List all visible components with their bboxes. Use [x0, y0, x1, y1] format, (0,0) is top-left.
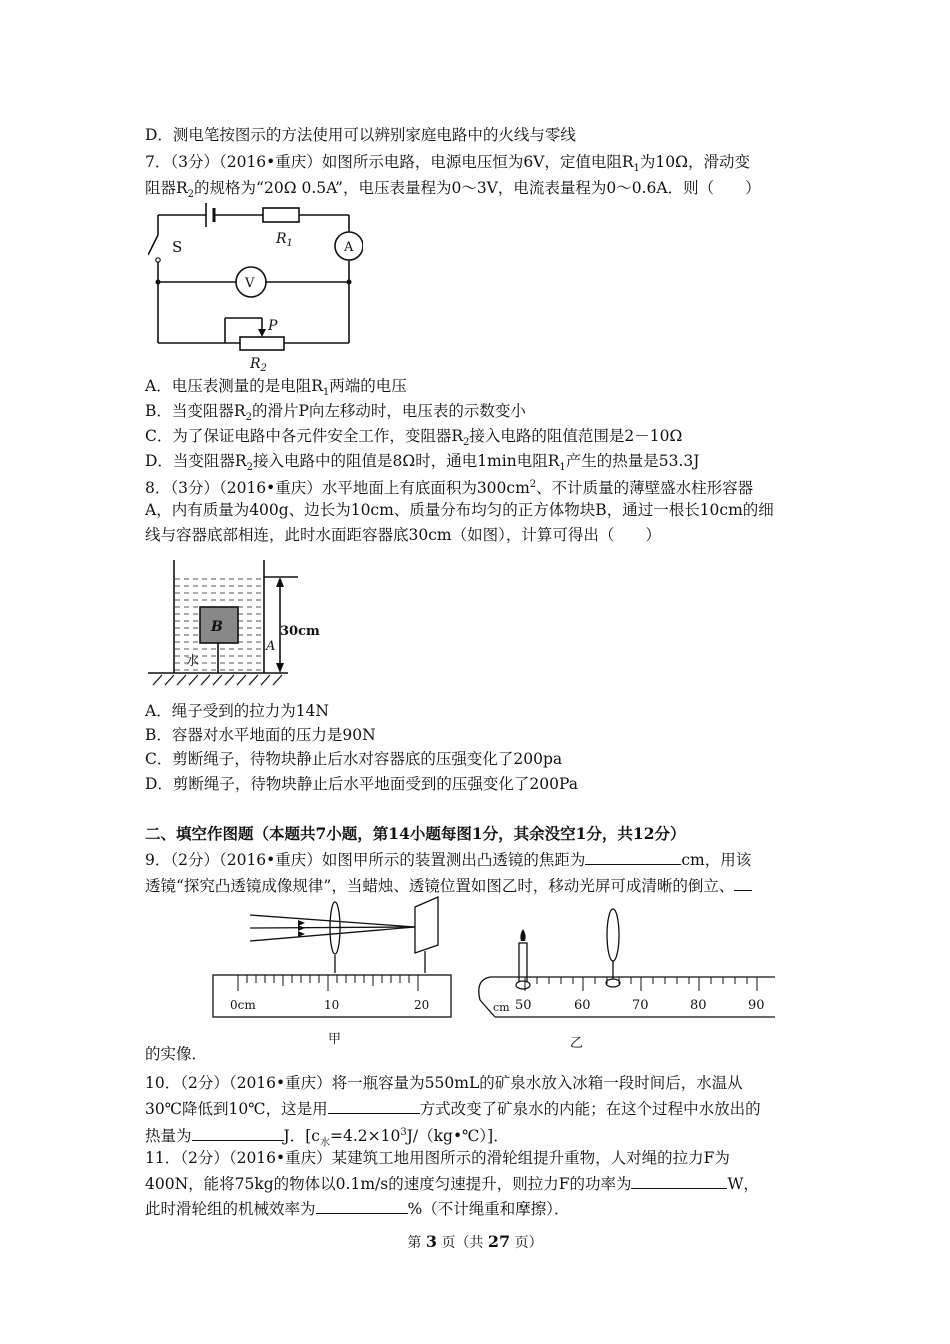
yi-tick-50: 50 — [515, 998, 532, 1013]
r2-label: $R_2$ — [250, 356, 267, 374]
q8-stem-line2: A，内有质量为400g、边长为10cm、质量分布均匀的正方体物块B，通过一根长10cm的细 — [145, 501, 774, 519]
q8-option-d: D．剪断绳子，待物块静止后水平地面受到的压强变化了200Pa — [145, 775, 578, 793]
page-number: 3 — [425, 1232, 437, 1251]
q9-stem-line1: 9．（2分）（2016•重庆）如图甲所示的装置测出凸透镜的焦距为 cm，用该 — [145, 848, 751, 871]
section-2-heading: 二、填空作图题（本题共7小题，第14小题每图1分，其余没空1分，共12分） — [145, 824, 686, 843]
switch-label: S — [172, 238, 183, 256]
q8-container-diagram — [148, 555, 328, 695]
q11-stem-line2: 400N，能将75kg的物体以0.1m/s的速度匀速提升，则拉力F的功率为 W， — [145, 1172, 759, 1195]
q7-option-a: A．电压表测量的是电阻$R_1$两端的电压 — [145, 377, 407, 399]
q7-option-b: B．当变阻器$R_2$的滑片P向左移动时，电压表的示数变小 — [145, 402, 526, 424]
q7-circuit-diagram — [148, 200, 363, 375]
jia-tick-20: 20 — [414, 998, 430, 1012]
q7-option-c: C．为了保证电路中各元件安全工作，变阻器$R_2$接入电路的阻值范围是2－10Ω — [145, 427, 683, 449]
q6-option-d: D．测电笔按图示的方法使用可以辨别家庭电路中的火线与零线 — [145, 126, 576, 144]
yi-label: 乙 — [570, 1036, 584, 1051]
q9-blank-focal[interactable] — [585, 848, 681, 865]
yi-tick-90: 90 — [748, 998, 765, 1013]
q11-stem-line3: 此时滑轮组的机械效率为 %（不计绳重和摩擦）． — [145, 1197, 570, 1220]
yi-tick-60: 60 — [574, 998, 591, 1013]
q11-blank-power[interactable] — [631, 1172, 727, 1189]
container-label: A — [266, 639, 276, 654]
voltmeter-label: V — [245, 276, 255, 291]
page-total: 27 — [487, 1232, 511, 1251]
q8-option-a: A．绳子受到的拉力为14N — [145, 702, 329, 720]
q9-figure-jia — [210, 895, 455, 1050]
q10-stem-line3: 热量为 J．$[c_水=4.2\times 10^3J/(kg•℃)]$． — [145, 1122, 509, 1154]
ammeter-label: A — [344, 240, 354, 255]
q8-stem-line1: 8．（3分）（2016•重庆）水平地面上有底面积为$300cm^2$、不计质量的薄壁盛水柱形容器 — [145, 479, 754, 498]
page-footer: 第 3 页（共 27 页） — [407, 1232, 543, 1251]
yi-tick-80: 80 — [690, 998, 707, 1013]
q9-blank-image[interactable] — [734, 874, 752, 891]
q11-blank-efficiency[interactable] — [316, 1197, 408, 1214]
q9-stem-line3: 的实像． — [145, 1045, 208, 1063]
q8-stem-line3: 线与容器底部相连，此时水面距容器底30cm（如图），计算可得出（ ） — [145, 526, 661, 544]
jia-tick-10: 10 — [324, 998, 340, 1012]
q9-stem-line2: 透镜“探究凸透镜成像规律”，当蜡烛、透镜位置如图乙时，移动光屏可成清晰的倒立、 — [145, 874, 752, 897]
yi-tick-cm: cm — [493, 1001, 510, 1014]
q10-blank-method[interactable] — [328, 1097, 420, 1114]
jia-label: 甲 — [328, 1032, 342, 1047]
q10-stem-line1: 10．（2分）（2016•重庆）将一瓶容量为550mL的矿泉水放入冰箱一段时间后，水温从 — [145, 1074, 743, 1092]
q7-stem-line1: 7．（3分）（2016•重庆）如图所示电路，电源电压恒为6V，定值电阻$R_1$为10Ω，滑动变 — [145, 153, 750, 175]
q8-option-b: B．容器对水平地面的压力是90N — [145, 726, 376, 744]
block-label: B — [211, 619, 223, 635]
height-label: 30cm — [280, 624, 320, 639]
q10-stem-line2: 30℃降低到10℃，这是用 方式改变了矿泉水的内能；在这个过程中水放出的 — [145, 1097, 761, 1120]
r1-label: $R_1$ — [276, 231, 293, 249]
q11-stem-line1: 11．（2分）（2016•重庆）某建筑工地用图所示的滑轮组提升重物，人对绳的拉力F为 — [145, 1149, 730, 1167]
q7-option-d: D．当变阻器$R_2$接入电路中的阻值是8Ω时，通电1min电阻$R_1$产生的热量是53.3J — [145, 452, 700, 474]
jia-tick-0: 0cm — [230, 998, 256, 1012]
q10-blank-heat[interactable] — [192, 1124, 284, 1141]
q8-option-c: C．剪断绳子，待物块静止后水对容器底的压强变化了200pa — [145, 750, 563, 768]
q9-figure-yi — [475, 905, 775, 1055]
q7-stem-line2: 阻器$R_2$的规格为“20Ω 0.5A”，电压表量程为0～3V，电流表量程为0～0.6A．则（ ） — [145, 179, 761, 201]
water-label: 水 — [186, 654, 200, 669]
slider-label: P — [268, 318, 278, 334]
yi-tick-70: 70 — [632, 998, 649, 1013]
